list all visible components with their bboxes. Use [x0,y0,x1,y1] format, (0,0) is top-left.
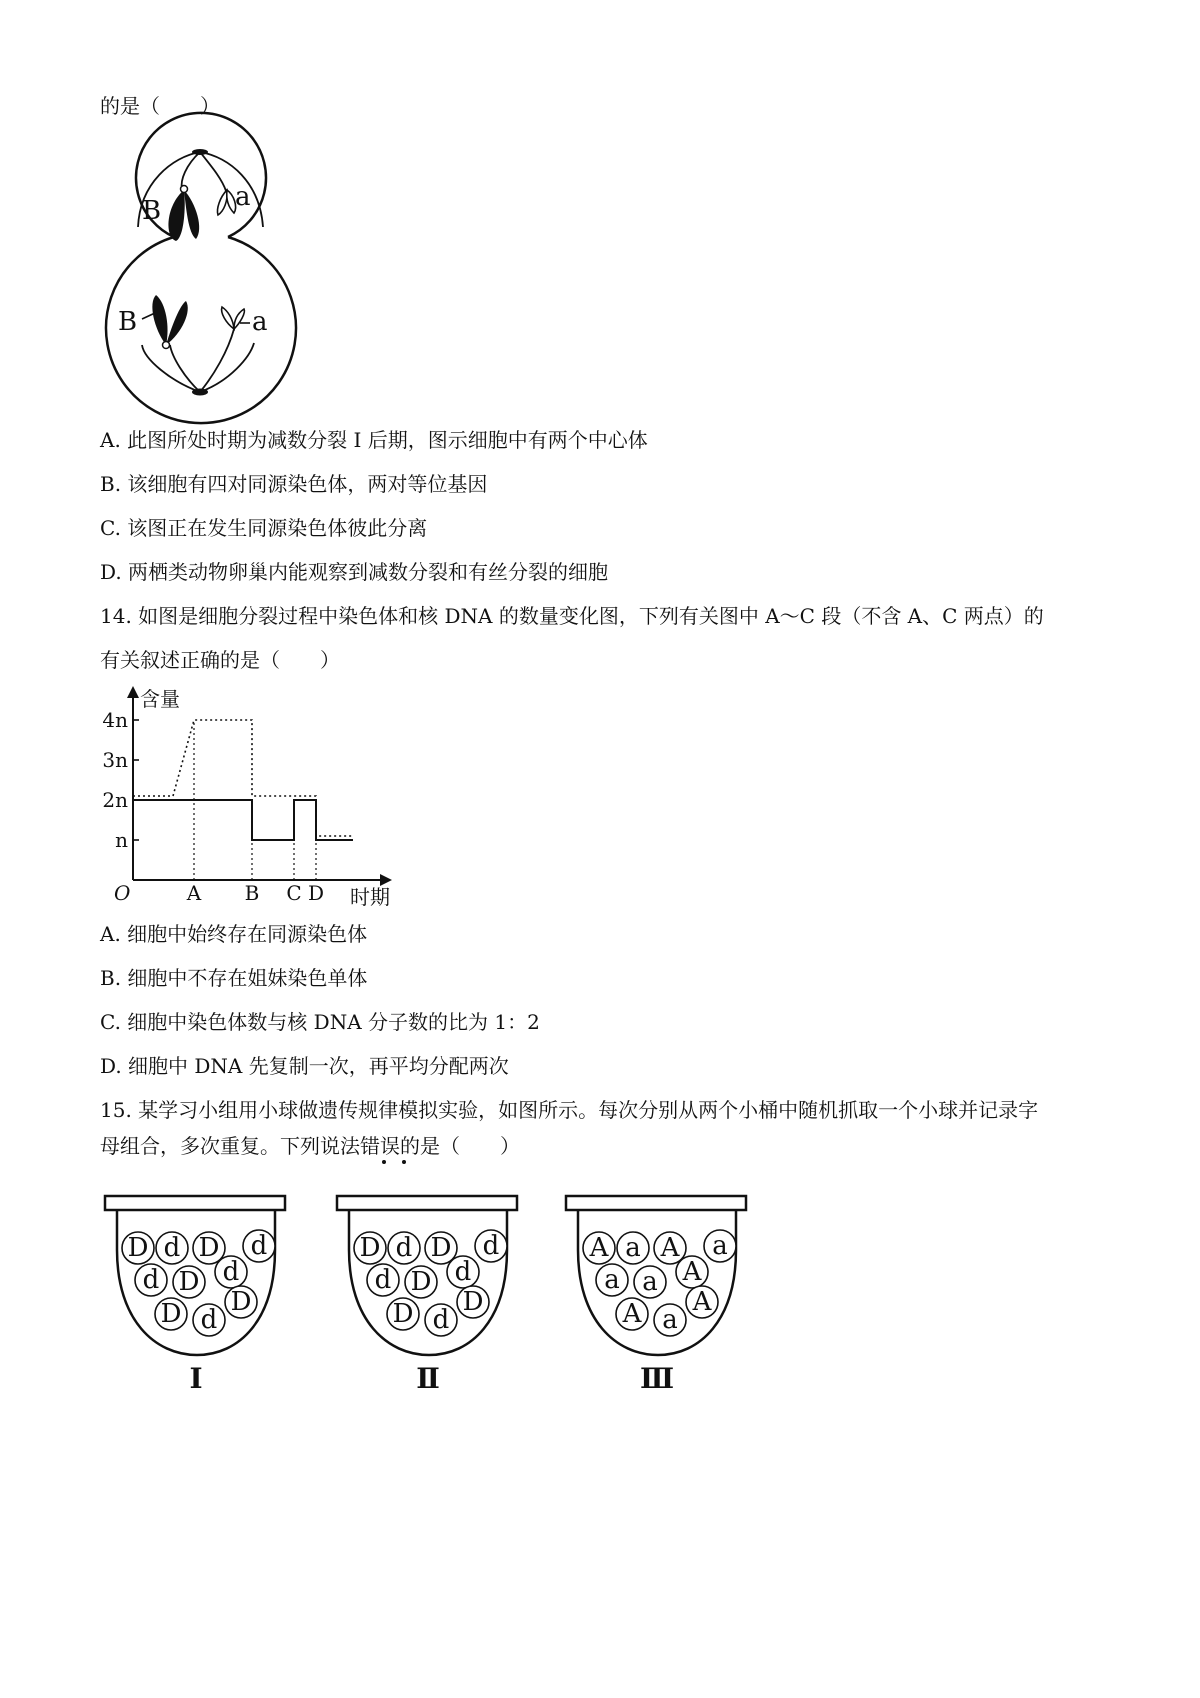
bucket-label: Ⅱ [416,1362,440,1395]
ball [387,1298,419,1330]
ball [634,1266,666,1298]
q14-option-a: A. 细胞中始终存在同源染色体 [100,922,368,946]
x-tick-label: A [186,881,202,905]
ball [173,1266,205,1298]
bucket-3 [566,1196,746,1395]
ball [475,1230,507,1262]
chart-series [133,720,353,840]
q14-option-b: B. 细胞中不存在姐妹染色单体 [100,966,368,990]
ball-letter: d [222,1257,240,1287]
x-tick-label: B [244,881,260,905]
ball-letter: D [410,1267,432,1297]
y-tick-label: 3n [102,748,128,772]
ball-letter: D [359,1233,381,1263]
ball [193,1304,225,1336]
ball [704,1230,736,1262]
q14-stem-line1: 14. 如图是细胞分裂过程中染色体和核 DNA 的数量变化图，下列有关图中 A～C 段（不含 A、C 两点）的 [100,604,1044,628]
ball [122,1232,154,1264]
ball-letter: d [395,1233,413,1263]
dna-series-line [133,720,353,836]
ball-letter: d [200,1305,218,1335]
ball [686,1286,718,1318]
chromosome-series-line [133,800,353,840]
ball-letter: a [642,1267,658,1297]
y-tick-label: 2n [102,788,128,812]
q14-option-d: D. 细胞中 DNA 先复制一次，再平均分配两次 [100,1054,509,1078]
ball-letter: D [198,1233,220,1263]
chart-axes [114,686,392,909]
origin-label: O [114,881,131,905]
q15-stem-line2: 母组合，多次重复。下列说法错误的是（ ） [100,1134,520,1158]
ball-letter: D [160,1299,182,1329]
bucket-label: Ⅰ [189,1362,203,1395]
ball [617,1232,649,1264]
q13-label-a-bottom: a [252,307,268,337]
q13-option-d: D. 两栖类动物卵巢内能观察到减数分裂和有丝分裂的细胞 [100,560,609,584]
ball-letter: d [142,1265,160,1295]
ball [367,1264,399,1296]
ball [225,1286,257,1318]
ball [155,1298,187,1330]
emphasis-dots [380,1158,410,1166]
ball-letter: D [230,1287,252,1317]
ball-letter: a [662,1305,678,1335]
q13-option-a: A. 此图所处时期为减数分裂 I 后期，图示细胞中有两个中心体 [100,428,648,452]
ball-letter: d [250,1231,268,1261]
ball-letter: a [604,1265,620,1295]
ball-letter: A [589,1233,609,1263]
q13-option-b: B. 该细胞有四对同源染色体，两对等位基因 [100,472,488,496]
ball-letter: D [127,1233,149,1263]
bucket-label: Ⅲ [639,1362,675,1395]
ball [243,1230,275,1262]
ball [388,1232,420,1264]
q15-stem-line1: 15. 某学习小组用小球做遗传规律模拟实验，如图所示。每次分别从两个小桶中随机抓取一个小球并记录字 [100,1098,1039,1122]
y-axis-arrow [127,686,139,698]
x-tick-label: C [286,881,302,905]
ball-letter: a [625,1233,641,1263]
ball [457,1286,489,1318]
ball-letter: D [462,1287,484,1317]
ball-letter: A [660,1233,680,1263]
ball [616,1298,648,1330]
ball [654,1304,686,1336]
ball [405,1266,437,1298]
ball-letter: d [482,1231,500,1261]
q13-stem-tail: 的是（ ） [100,94,220,118]
ball [676,1256,708,1288]
ball [215,1256,247,1288]
ball-letter: A [622,1299,642,1329]
q14-stem-line2: 有关叙述正确的是（ ） [100,648,340,672]
ball-letter: D [430,1233,452,1263]
q13-option-c: C. 该图正在发生同源染色体彼此分离 [100,516,428,540]
chart-ticks [102,708,324,905]
bucket-2 [337,1196,517,1395]
x-tick-label: D [307,881,325,905]
x-axis-label: 时期 [350,885,390,909]
q13-label-B-bottom: B [118,307,138,337]
ball [354,1232,386,1264]
q14-chart [100,684,400,914]
q15-buckets [100,1190,760,1400]
q13-cell-figure [100,145,320,420]
ball-letter: d [374,1265,392,1295]
y-tick-label: n [115,828,128,852]
ball-letter: D [392,1299,414,1329]
q13-label-a-top: a [235,182,251,212]
q13-label-B-top: B [142,196,162,226]
q14-option-c: C. 细胞中染色体数与核 DNA 分子数的比为 1：2 [100,1010,540,1034]
ball-letter: d [163,1233,181,1263]
ball-letter: d [432,1305,450,1335]
ball-letter: A [692,1287,712,1317]
ball [447,1256,479,1288]
ball-letter: A [682,1257,702,1287]
bucket-lid [105,1196,285,1210]
ball-letter: D [178,1267,200,1297]
bucket-1 [105,1196,285,1395]
bucket-lid [566,1196,746,1210]
ball-letter: a [712,1231,728,1261]
bucket-lid [337,1196,517,1210]
y-axis-label: 含量 [140,687,180,711]
ball-letter: d [454,1257,472,1287]
ball [156,1232,188,1264]
ball [583,1232,615,1264]
ball [596,1264,628,1296]
ball [135,1264,167,1296]
ball [425,1304,457,1336]
y-tick-label: 4n [102,708,128,732]
